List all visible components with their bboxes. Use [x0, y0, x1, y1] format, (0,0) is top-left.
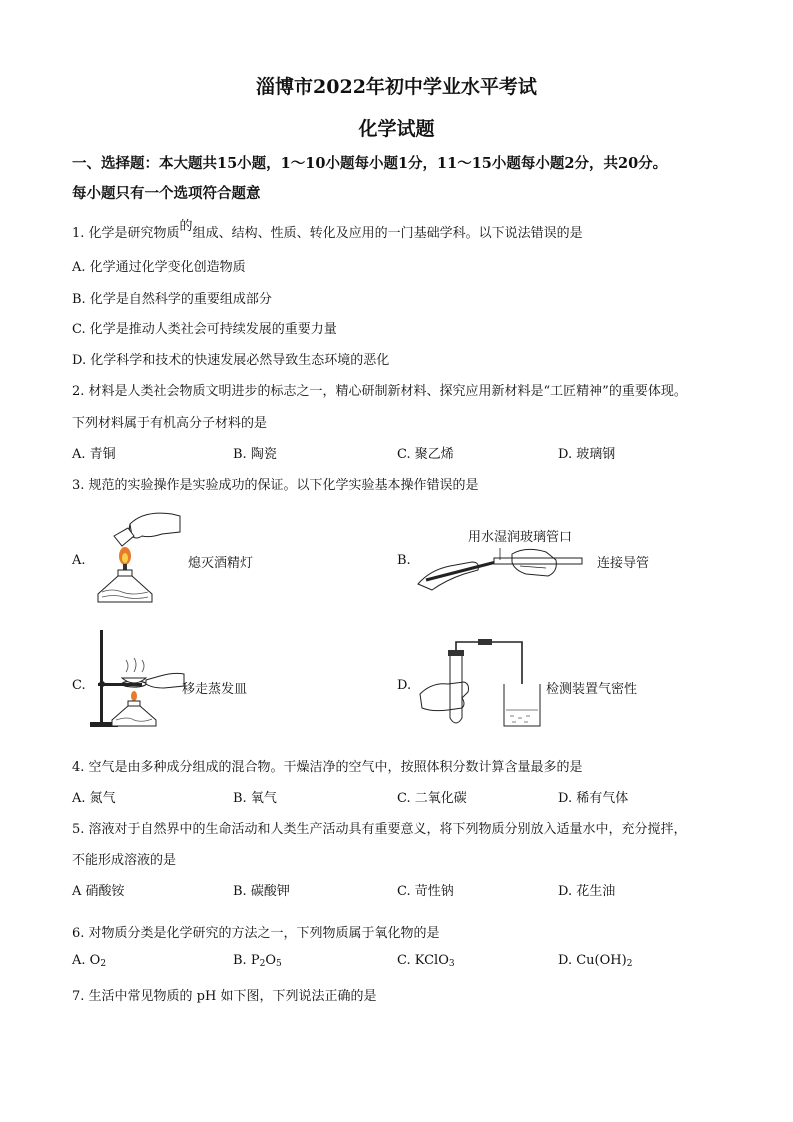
question-6-option-b-subscript1: 2 [259, 959, 266, 969]
question-1-stem-part-a: 1. 化学是研究物质 [72, 226, 180, 241]
question-6-option-b [233, 953, 282, 969]
evaporating-dish-stand-figure [88, 628, 188, 730]
question-3-option-b-figure-label: 用水湿润玻璃管口 [468, 530, 573, 545]
section-heading-line1: 一、选择题：本大题共15小题，1～10小题每小题1分，11～15小题每小题2分，共20分。 [72, 155, 668, 172]
question-5-option-c: C. 苛性钠 [397, 884, 454, 899]
question-3-option-b-letter: B. [397, 553, 411, 568]
question-2-stem-line2: 下列材料属于有机高分子材料的是 [72, 416, 268, 431]
question-5-option-a: A 硝酸铵 [72, 884, 125, 899]
question-1-stem [72, 219, 583, 241]
tube-connection-figure [416, 540, 586, 592]
question-6-stem: 6. 对物质分类是化学研究的方法之一，下列物质属于氧化物的是 [72, 926, 440, 941]
question-1-option-a: A. 化学通过化学变化创造物质 [72, 260, 246, 275]
question-4-option-c: C. 二氧化碳 [397, 791, 467, 806]
question-3-stem: 3. 规范的实验操作是实验成功的保证。以下化学实验基本操作错误的是 [72, 478, 479, 493]
question-5-stem-line2: 不能形成溶液的是 [72, 853, 177, 868]
question-3-option-d-caption: 检测装置气密性 [546, 682, 638, 697]
question-3-option-a-letter: A. [72, 553, 86, 568]
question-3-option-a-caption: 熄灭酒精灯 [188, 556, 254, 571]
question-6-option-a [72, 953, 106, 969]
question-6-option-d-text: D. Cu(OH) [558, 953, 627, 968]
question-5-option-d: D. 花生油 [558, 884, 616, 899]
question-5-stem-line1: 5. 溶液对于自然界中的生命活动和人类生产活动具有重要意义，将下列物质分别放入适量水中，充分搅拌， [72, 822, 687, 837]
question-2-option-b: B. 陶瓷 [233, 447, 277, 462]
question-2-option-d: D. 玻璃钢 [558, 447, 616, 462]
question-6-option-a-subscript: 2 [100, 959, 107, 969]
question-4-option-a: A. 氮气 [72, 791, 116, 806]
question-1-option-c: C. 化学是推动人类社会可持续发展的重要力量 [72, 322, 337, 337]
question-3-option-c-caption: 移走蒸发皿 [182, 682, 248, 697]
question-6-option-d-subscript: 2 [626, 959, 633, 969]
question-4-option-b: B. 氧气 [233, 791, 277, 806]
question-3-option-c-letter: C. [72, 678, 86, 693]
question-4-option-d: D. 稀有气体 [558, 791, 629, 806]
question-1-option-b: B. 化学是自然科学的重要组成部分 [72, 292, 272, 307]
question-1-stem-part-b: 组成、结构、性质、转化及应用的一门基础学科。以下说法错误的是 [192, 226, 583, 241]
question-6-option-b-text1: B. P [233, 953, 260, 968]
question-6-option-c-text: C. KClO [397, 953, 449, 968]
question-2-option-c: C. 聚乙烯 [397, 447, 454, 462]
question-7-stem: 7. 生活中常见物质的 pH 如下图，下列说法正确的是 [72, 989, 377, 1004]
question-4-stem: 4. 空气是由多种成分组成的混合物。干燥洁净的空气中，按照体积分数计算含量最多的是 [72, 760, 583, 775]
question-6-option-b-subscript2: 5 [275, 959, 282, 969]
question-6-option-d [558, 953, 632, 969]
question-1-option-d: D. 化学科学和技术的快速发展必然导致生态环境的恶化 [72, 353, 390, 368]
section-heading-line2: 每小题只有一个选项符合题意 [72, 185, 261, 202]
question-2-stem-line1: 2. 材料是人类社会物质文明进步的标志之一，精心研制新材料、探究应用新材料是“工匠精神”的重要体现。 [72, 384, 687, 399]
exam-title: 淄博市2022年初中学业水平考试 [256, 76, 537, 98]
question-6-option-c [397, 953, 455, 969]
airtightness-check-figure [418, 638, 546, 730]
question-6-option-c-subscript: 3 [448, 959, 455, 969]
paper-subtitle: 化学试题 [358, 118, 435, 140]
question-6-option-b-text2: O [265, 953, 276, 968]
question-2-option-a: A. 青铜 [72, 447, 116, 462]
question-3-option-b-caption: 连接导管 [597, 556, 650, 571]
question-6-option-a-text: A. O [72, 953, 101, 968]
question-3-option-d-letter: D. [397, 678, 412, 693]
question-5-option-b: B. 碳酸钾 [233, 884, 290, 899]
question-1-stem-superscript: 的 [179, 219, 193, 234]
alcohol-lamp-cap-figure [92, 506, 182, 606]
